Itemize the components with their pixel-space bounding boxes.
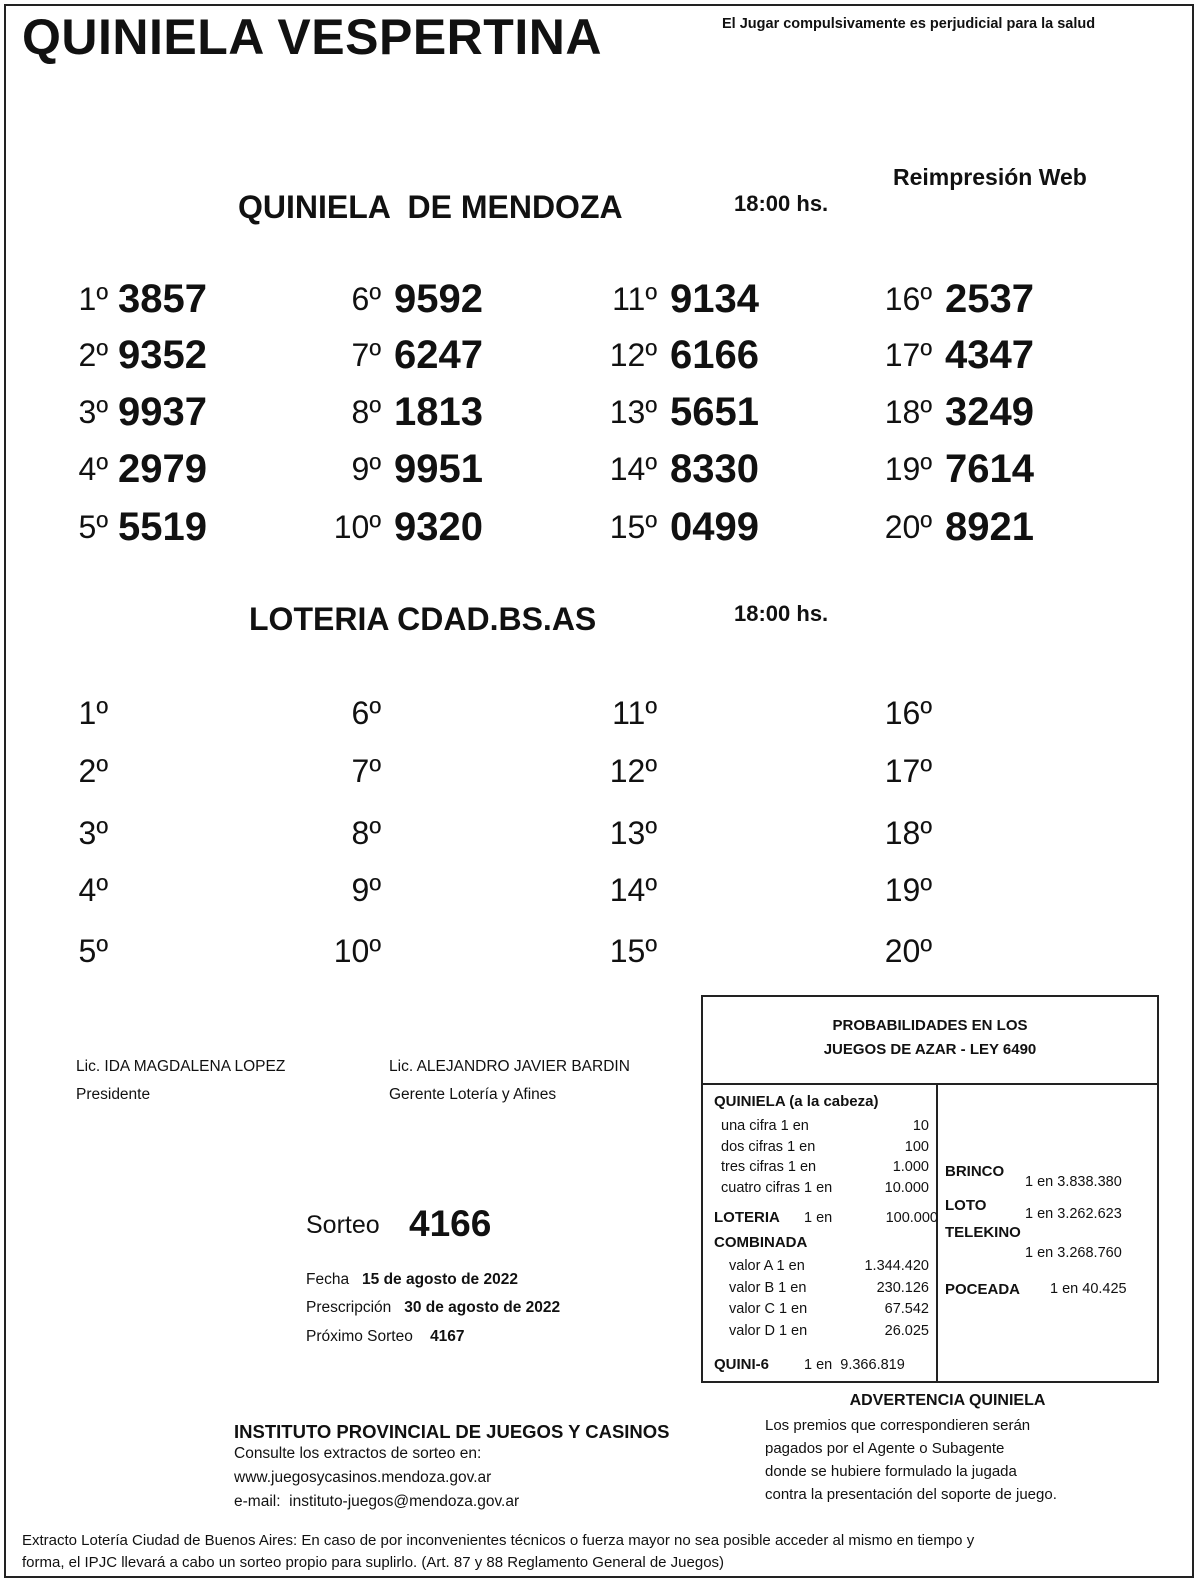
loteria-position: 17º [884, 753, 932, 789]
mendoza-number: 9592 [394, 277, 483, 321]
loteria-title: LOTERIA CDAD.BS.AS [249, 601, 597, 637]
mendoza-position: 15º [609, 509, 657, 545]
prescripcion-value: 30 de agosto de 2022 [404, 1299, 561, 1316]
mendoza-position: 17º [884, 337, 932, 373]
mendoza-position: 5º [78, 509, 108, 545]
loteria-position: 9º [351, 872, 381, 908]
fecha-label: Fecha [306, 1271, 350, 1288]
loteria-position: 4º [78, 872, 108, 908]
mendoza-number: 2537 [945, 277, 1034, 321]
telekino-value: 1 en 3.268.760 [1025, 1245, 1122, 1261]
mendoza-time: 18:00 hs. [734, 191, 829, 216]
mendoza-number: 9951 [394, 447, 483, 491]
prob-row-label: dos cifras 1 en [721, 1138, 816, 1155]
loto-value: 1 en 3.262.623 [1025, 1206, 1122, 1222]
loteria-prob-text: 1 en [804, 1210, 833, 1226]
prescripcion-label: Prescripción [306, 1299, 392, 1316]
mendoza-position: 20º [884, 509, 932, 545]
footer-line-1: Extracto Lotería Ciudad de Buenos Aires: En caso de por inconvenientes técnicos o fuerza mayor no sea posible acceder al mismo en tiempo y [22, 1532, 975, 1549]
prob-row-value: 10 [912, 1118, 929, 1134]
mendoza-position: 19º [884, 451, 932, 487]
mendoza-number: 9134 [670, 277, 759, 321]
prob-row-label: cuatro cifras 1 en [721, 1179, 833, 1196]
reprint-label: Reimpresión Web [893, 164, 1087, 190]
mendoza-position: 11º [612, 281, 657, 317]
quini6-value: 1 en 9.366.819 [804, 1357, 905, 1373]
prob-row-value: 1.000 [892, 1159, 929, 1175]
mendoza-number: 6247 [394, 333, 483, 377]
probabilities-title: PROBABILIDADES EN LOS JUEGOS DE AZAR - LEY 6490 [823, 1017, 1037, 1058]
mendoza-position: 2º [78, 337, 108, 373]
loteria-position: 18º [884, 815, 932, 851]
mendoza-position: 12º [609, 337, 657, 373]
probabilities-column-divider [936, 1083, 938, 1383]
combinada-label: COMBINADA [714, 1234, 808, 1251]
proximo-label: Próximo Sorteo [306, 1328, 413, 1345]
prob-row-value: 67.542 [884, 1301, 929, 1317]
quiniela-prob-label: QUINIELA (a la cabeza) [714, 1093, 879, 1110]
mendoza-number: 8921 [945, 505, 1034, 549]
loteria-position: 20º [884, 933, 932, 969]
mendoza-number: 9937 [118, 390, 207, 434]
prob-row-label: valor C 1 en [729, 1301, 808, 1317]
signature-role-2: Gerente Lotería y Afines [389, 1086, 557, 1103]
prob-row-label: tres cifras 1 en [721, 1159, 817, 1175]
mendoza-number: 3249 [945, 390, 1034, 434]
advertencia-line: donde se hubiere formulado la jugada [765, 1463, 1017, 1480]
loteria-position: 11º [612, 695, 657, 731]
mendoza-position: 4º [78, 451, 108, 487]
prob-row-value: 1.344.420 [864, 1258, 929, 1274]
mendoza-number: 0499 [670, 505, 759, 549]
loto-label: LOTO [945, 1197, 987, 1214]
mendoza-position: 10º [333, 509, 381, 545]
prob-row-value: 26.025 [884, 1322, 929, 1339]
mendoza-position: 18º [884, 394, 932, 430]
mendoza-number: 5519 [118, 505, 207, 549]
mendoza-number: 9320 [394, 505, 483, 549]
mendoza-title: QUINIELA DE MENDOZA [238, 189, 623, 225]
signature-name-2: Lic. ALEJANDRO JAVIER BARDIN [389, 1058, 630, 1075]
loteria-position: 15º [609, 933, 657, 969]
mendoza-position: 7º [351, 337, 381, 373]
mendoza-number: 5651 [670, 390, 759, 434]
quini6-label: QUINI-6 [714, 1356, 770, 1373]
loteria-position: 14º [609, 872, 657, 908]
prob-row-label: una cifra 1 en [721, 1118, 809, 1134]
signature-role-1: Presidente [76, 1086, 151, 1103]
advertencia-line: Los premios que correspondieren serán [765, 1417, 1031, 1434]
loteria-position: 8º [351, 815, 381, 851]
mendoza-position: 3º [78, 394, 108, 430]
health-warning: El Jugar compulsivamente es perjudicial para la salud [722, 16, 1096, 32]
loteria-position: 12º [609, 753, 657, 789]
mendoza-position: 8º [351, 394, 381, 430]
loteria-position: 6º [351, 695, 381, 731]
mendoza-number: 9352 [118, 333, 207, 377]
fecha-value: 15 de agosto de 2022 [362, 1271, 518, 1288]
prob-row-label: valor D 1 en [729, 1322, 808, 1339]
prob-row-value: 230.126 [876, 1279, 929, 1296]
prob-row-label: valor B 1 en [729, 1279, 807, 1296]
mendoza-position: 9º [351, 451, 381, 487]
advertencia-title: ADVERTENCIA QUINIELA [849, 1392, 1046, 1409]
mendoza-number: 1813 [394, 390, 483, 434]
institute-email[interactable]: instituto-juegos@mendoza.gov.ar [289, 1493, 520, 1510]
signature-name-1: Lic. IDA MAGDALENA LOPEZ [76, 1058, 286, 1075]
mendoza-position: 13º [609, 394, 657, 430]
prescripcion-row [306, 1299, 560, 1317]
mendoza-number: 7614 [945, 447, 1034, 491]
brinco-label: BRINCO [945, 1163, 1005, 1180]
loteria-position: 1º [78, 695, 108, 731]
institute-website[interactable]: www.juegosycasinos.mendoza.gov.ar [234, 1469, 492, 1486]
advertencia-line: pagados por el Agente o Subagente [765, 1440, 1005, 1457]
mendoza-number: 3857 [118, 277, 207, 321]
mendoza-position: 14º [609, 451, 657, 487]
institute-email-row [234, 1493, 519, 1511]
sorteo-number: 4166 [409, 1203, 492, 1244]
email-label: e-mail: [234, 1493, 281, 1510]
mendoza-number: 6166 [670, 333, 759, 377]
fecha-row [306, 1271, 518, 1289]
mendoza-position: 1º [78, 281, 108, 317]
poceada-value: 1 en 40.425 [1050, 1281, 1127, 1297]
prob-row-label: valor A 1 en [729, 1258, 805, 1274]
advertencia-line: contra la presentación del soporte de juego. [765, 1486, 1057, 1503]
proximo-value: 4167 [430, 1328, 465, 1345]
institute-name: INSTITUTO PROVINCIAL DE JUEGOS Y CASINOS [234, 1421, 670, 1442]
loteria-position: 2º [78, 753, 108, 789]
page-title: QUINIELA VESPERTINA [22, 9, 602, 65]
mendoza-number: 4347 [945, 333, 1034, 377]
proximo-row [306, 1328, 465, 1346]
loteria-position: 13º [609, 815, 657, 851]
telekino-label: TELEKINO [945, 1224, 1021, 1241]
prob-row-value: 100 [904, 1138, 929, 1155]
prob-row-value: 10.000 [884, 1179, 929, 1196]
footer-line-2: forma, el IPJC llevará a cabo un sorteo propio para suplirlo. (Art. 87 y 88 Reglamento General de Juegos) [22, 1554, 725, 1571]
sorteo-label: Sorteo [306, 1211, 380, 1239]
probabilities-divider [701, 1083, 1159, 1085]
loteria-position: 10º [333, 933, 381, 969]
loteria-position: 3º [78, 815, 108, 851]
brinco-value: 1 en 3.838.380 [1025, 1174, 1122, 1190]
loteria-position: 5º [78, 933, 108, 969]
institute-consult: Consulte los extractos de sorteo en: [234, 1445, 482, 1462]
mendoza-position: 16º [884, 281, 932, 317]
mendoza-number: 2979 [118, 447, 207, 491]
loteria-prob-label: LOTERIA [714, 1209, 780, 1226]
loteria-prob-value: 100.000 [885, 1210, 938, 1226]
loteria-position: 16º [884, 695, 932, 731]
mendoza-number: 8330 [670, 447, 759, 491]
loteria-time: 18:00 hs. [734, 601, 829, 626]
mendoza-position: 6º [351, 281, 381, 317]
poceada-label: POCEADA [945, 1281, 1021, 1298]
loteria-position: 19º [884, 872, 932, 908]
loteria-position: 7º [351, 753, 381, 789]
